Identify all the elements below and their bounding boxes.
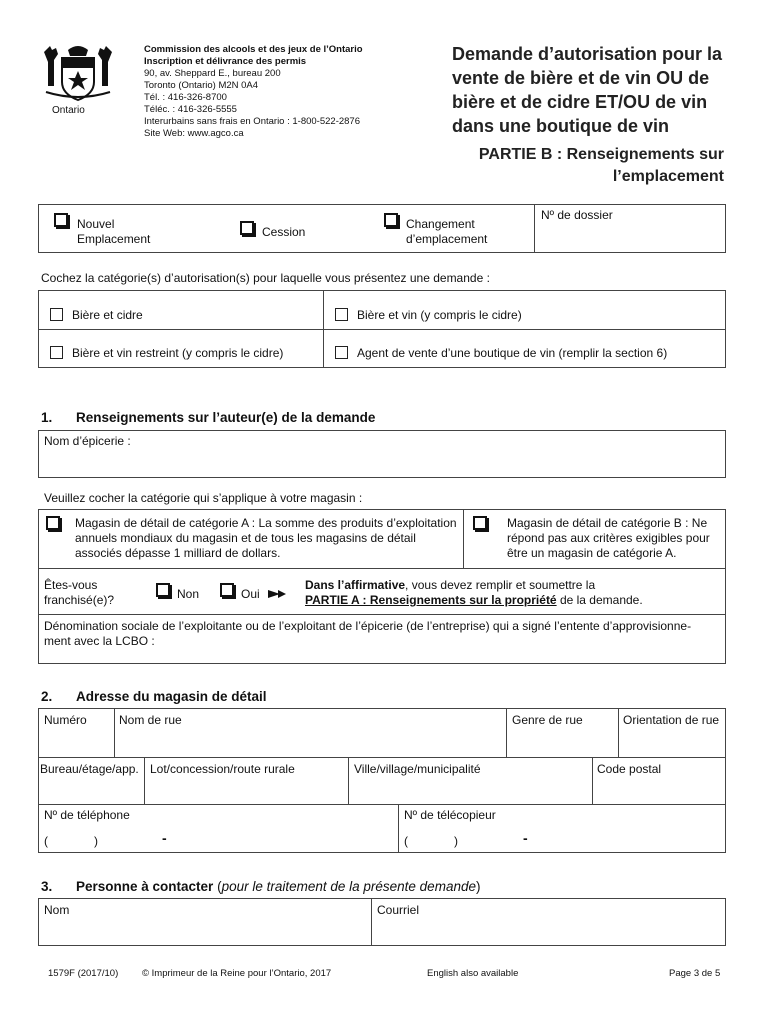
grocery-name-box[interactable] [38,430,726,478]
phone-area-open: ( [44,834,48,848]
new-location-checkbox[interactable] [54,213,68,227]
agency-fax: Téléc. : 416-326-5555 [144,104,237,115]
phone-area-close: ) [94,834,98,848]
section-3-number: 3. [41,879,53,894]
franchise-yes-label: Oui [241,587,260,601]
beer-wine-restricted-checkbox[interactable] [50,346,63,359]
lot-label: Lot/concession/route rurale [150,762,295,776]
franchise-question-line: Êtes-vous [44,578,98,592]
grocery-name-label: Nom d’épicerie : [44,434,131,448]
ontario-coat-of-arms-icon [40,42,116,106]
category-b-line: Magasin de détail de catégorie B : Ne [507,516,708,530]
phone-label: Nº de téléphone [44,808,130,822]
section-3-title-italic: pour le traitement de la présente demande [221,879,476,894]
agency-sub: Inscription et délivrance des permis [144,56,307,67]
postal-code-label: Code postal [597,762,662,776]
form-title-line: Demande d’autorisation pour la [452,44,723,64]
ontario-label: Ontario [52,105,85,116]
contact-name-label: Nom [44,903,70,917]
change-location-checkbox[interactable] [384,213,398,227]
section-2-title: Adresse du magasin de détail [76,689,267,704]
beer-cider-checkbox[interactable] [50,308,63,321]
beer-wine-checkbox[interactable] [335,308,348,321]
phone-dash: - [162,830,167,846]
new-location-label-line: Nouvel [77,217,115,231]
franchise-yes-checkbox[interactable] [220,583,234,597]
section-3-title-bold: Personne à contacter [76,879,214,894]
transfer-label: Cession [262,225,306,239]
agency-address-1: 90, av. Sheppard E., bureau 200 [144,68,281,79]
section-3-title: Personne à contacter (pour le traitement de la présente demande) [76,879,481,894]
agency-block [144,44,424,140]
franchise-question-line: franchisé(e)? [44,593,115,607]
street-direction-label: Orientation de rue [623,713,720,727]
footer-page: Page 3 de 5 [669,968,721,979]
operator-name-line: Dénomination sociale de l’exploitante ou de l’exploitant de l’épicerie (de l’entreprise) qui a signé l’entente d’approvisionne- [44,619,692,633]
new-location-label [77,217,150,247]
affirmative-rest: , vous devez remplir et soumettre la [405,578,596,592]
affirmative-bold: Dans l’affirmative [305,578,406,592]
file-number-field[interactable] [600,210,718,248]
wine-boutique-agent-checkbox[interactable] [335,346,348,359]
category-b-line: répond pas aux critères exigibles pour [507,531,710,545]
contact-email-field[interactable] [377,918,717,942]
beer-wine-label: Bière et vin (y compris le cidre) [357,308,522,322]
category-b-checkbox[interactable] [473,516,487,530]
section-1-number: 1. [41,410,53,425]
category-a-checkbox[interactable] [46,516,60,530]
category-prompt: Cochez la catégorie(s) d’autorisation(s) pour laquelle vous présentez une demande : [41,271,490,285]
franchise-no-checkbox[interactable] [156,583,170,597]
agency-tollfree: Interurbains sans frais en Ontario : 1-800-522-2876 [144,116,360,127]
footer-form-number: 1579F (2017/10) [48,968,119,979]
phone-field[interactable] [50,824,390,850]
new-location-label-line: Emplacement [77,232,151,246]
category-a-text [75,516,457,561]
city-label: Ville/village/municipalité [354,762,481,776]
section-2-number: 2. [41,689,53,704]
category-b-text [507,516,710,561]
part-a-link[interactable]: PARTIE A : Renseignements sur la propriété [305,593,557,607]
fax-field[interactable] [410,824,720,850]
form-title [452,42,732,138]
store-category-prompt: Veuillez cocher la catégorie qui s’applique à votre magasin : [44,491,363,505]
form-title-line: dans une boutique de vin [452,116,670,136]
street-name-label: Nom de rue [119,713,182,727]
part-title-line: l’emplacement [612,168,724,185]
part-a-rest: de la demande. [556,593,643,607]
form-title-line: vente de bière et de vin OU de [452,68,710,88]
contact-name-field[interactable] [44,918,364,942]
street-number-label: Numéro [44,713,87,727]
beer-cider-label: Bière et cidre [72,308,143,322]
street-type-label: Genre de rue [512,713,583,727]
change-location-label-line: d’emplacement [406,232,488,246]
fax-area-open: ( [404,834,408,848]
beer-wine-restricted-label: Bière et vin restreint (y compris le cidre) [72,346,284,360]
change-location-label [406,217,487,247]
fax-area-close: ) [454,834,458,848]
unit-label: Bureau/étage/app. [40,762,139,776]
category-a-line: associés dépasse 1 milliard de dollars. [75,546,281,560]
fax-label: Nº de télécopieur [404,808,496,822]
operator-name-line: ment avec la LCBO : [44,634,155,648]
section-1-title: Renseignements sur l’auteur(e) de la demande [76,410,376,425]
fax-dash: - [523,830,528,846]
category-a-line: annuels mondiaux du magasin et de tous les magasins de détail [75,531,416,545]
operator-name-field[interactable] [160,634,720,660]
part-title-line: PARTIE B : Renseignements sur [478,146,724,163]
transfer-checkbox[interactable] [240,221,254,235]
category-a-line: Magasin de détail de catégorie A : La somme des produits d’exploitation [75,516,457,530]
agency-name: Commission des alcools et des jeux de l’Ontario [144,44,363,55]
change-location-label-line: Changement [406,217,475,231]
part-a-reference [305,593,643,608]
form-title-line: bière et de cidre ET/OU de vin [452,92,708,112]
ontario-logo [40,42,116,106]
footer-copyright: © Imprimeur de la Reine pour l’Ontario, 2017 [142,968,332,979]
agency-address-2: Toronto (Ontario) M2N 0A4 [144,80,259,91]
agency-tel: Tél. : 416-326-8700 [144,92,227,103]
file-number-label: Nº de dossier [541,208,613,222]
wine-boutique-agent-label: Agent de vente d’une boutique de vin (remplir la section 6) [357,346,668,360]
footer-english: English also available [427,968,519,979]
contact-email-label: Courriel [377,903,420,917]
agency-web: Site Web: www.agco.ca [144,128,244,139]
franchise-no-label: Non [177,587,200,601]
category-b-line: être un magasin de catégorie A. [507,546,677,560]
part-title [440,144,724,188]
arrow-right-icon [268,587,286,605]
affirmative-text [305,578,595,593]
franchise-question [44,578,114,608]
